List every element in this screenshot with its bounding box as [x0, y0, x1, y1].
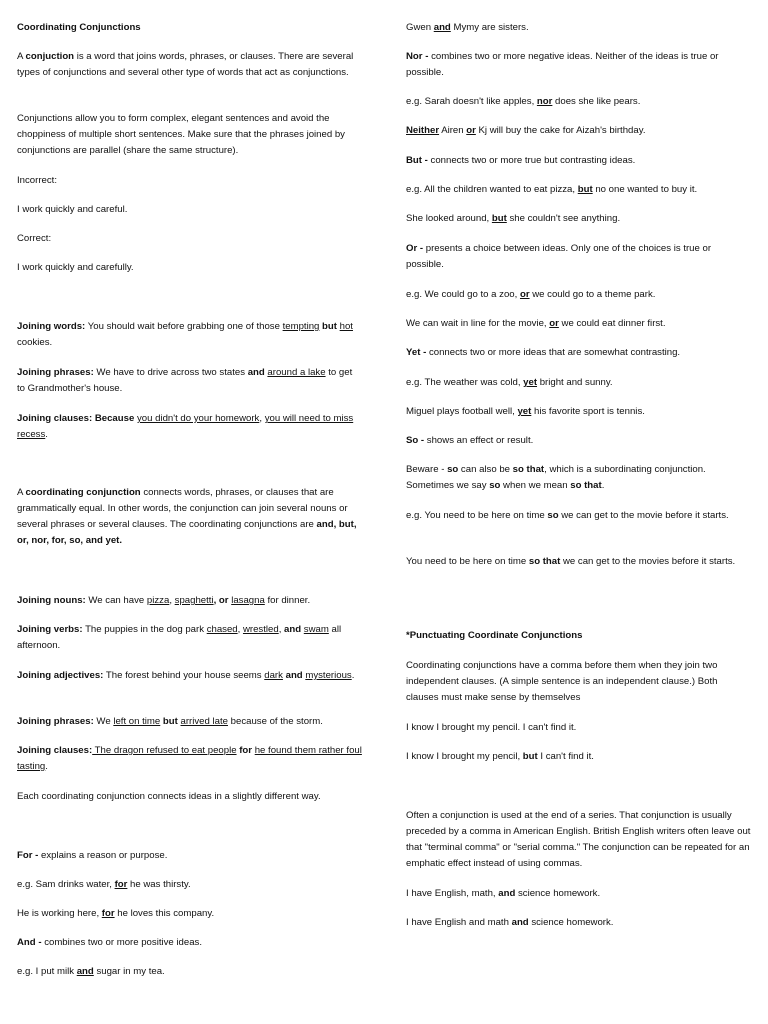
- yet-definition: Yet - connects two or more ideas that are somewhat contrasting.: [406, 347, 681, 358]
- pencil-example-1: I know I brought my pencil. I can't find it.: [406, 722, 577, 733]
- joining-nouns: Joining nouns: We can have pizza, spaghetti, or lasagna for dinner.: [17, 595, 311, 606]
- paragraph-conjunction-definition: A conjuction is a word that joins words, phrases, or clauses. There are several types of conjunctions and several other type of words that act as conjunctions.: [17, 51, 354, 78]
- or-example-2: We can wait in line for the movie, or we could eat dinner first.: [406, 318, 666, 329]
- joining-clauses-2: Joining clauses: The dragon refused to eat people for he found them rather foul tasting.: [17, 745, 362, 772]
- but-example-1: e.g. All the children wanted to eat pizza, but no one wanted to buy it.: [406, 184, 698, 195]
- yet-example-1: e.g. The weather was cold, yet bright and sunny.: [406, 377, 613, 388]
- label-correct: Correct:: [17, 233, 52, 244]
- example-correct: I work quickly and carefully.: [17, 262, 134, 273]
- joining-phrases-2: Joining phrases: We left on time but arrived late because of the storm.: [17, 716, 323, 727]
- homework-example-1: I have English, math, and science homework.: [406, 888, 601, 899]
- yet-example-2: Miguel plays football well, yet his favorite sport is tennis.: [406, 406, 645, 417]
- label-incorrect: Incorrect:: [17, 175, 57, 186]
- and-definition: And - combines two or more positive ideas.: [17, 937, 203, 948]
- heading-punctuating: *Punctuating Coordinate Conjunctions: [406, 630, 583, 641]
- nor-definition: Nor - combines two or more negative ideas. Neither of the ideas is true or possible.: [406, 51, 719, 78]
- for-example-1: e.g. Sam drinks water, for he was thirsty.: [17, 879, 191, 890]
- joining-verbs: Joining verbs: The puppies in the dog park chased, wrestled, and swam all afternoon.: [17, 624, 342, 651]
- or-example-1: e.g. We could go to a zoo, or we could go to a theme park.: [406, 289, 656, 300]
- so-definition: So - shows an effect or result.: [406, 435, 534, 446]
- paragraph-each-conjunction: Each coordinating conjunction connects ideas in a slightly different way.: [17, 791, 321, 802]
- paragraph-comma-rule: Coordinating conjunctions have a comma before them when they join two independent clauses. (A simple sentence is an independent clause.) Both clauses must make sense by themselves: [406, 660, 718, 703]
- or-definition: Or - presents a choice between ideas. Only one of the choices is true or possible.: [406, 243, 712, 270]
- example-incorrect: I work quickly and careful.: [17, 204, 128, 215]
- joining-words: Joining words: You should wait before grabbing one of those tempting but hot cookies.: [17, 321, 353, 348]
- heading-coordinating-conjunctions: Coordinating Conjunctions: [17, 22, 141, 33]
- but-example-2: She looked around, but she couldn't see anything.: [406, 213, 621, 224]
- pencil-example-2: I know I brought my pencil, but I can't find it.: [406, 751, 594, 762]
- homework-example-2: I have English and math and science homework.: [406, 917, 614, 928]
- paragraph-series: Often a conjunction is used at the end of a series. That conjunction is usually preceded by a comma in American English. British English writers often leave out that "terminal comma" or "serial comma." The conjunction can be repeated for an emphatic effect instead of using commas.: [406, 810, 751, 869]
- paragraph-coordinating-definition: A coordinating conjunction connects words, phrases, or clauses that are grammatically equal. In other words, the conjunction can join several nouns or several phrases or several clauses. The coordinating conjunctions are and, but, or, nor, for, so, and yet.: [17, 487, 357, 546]
- so-example-2: You need to be here on time so that we can get to the movies before it starts.: [406, 556, 736, 567]
- for-definition: For - explains a reason or purpose.: [17, 850, 168, 861]
- joining-phrases-1: Joining phrases: We have to drive across two states and around a lake to get to Grandmother's house.: [17, 367, 353, 394]
- and-example-1: e.g. I put milk and sugar in my tea.: [17, 966, 165, 977]
- joining-clauses-1: Joining clauses: Because you didn't do your homework, you will need to miss recess.: [17, 413, 354, 440]
- so-example-1: e.g. You need to be here on time so we can get to the movie before it starts.: [406, 510, 729, 521]
- for-example-2: He is working here, for he loves this company.: [17, 908, 215, 919]
- and-example-2: Gwen and Mymy are sisters.: [406, 22, 529, 33]
- so-beware: Beware - so can also be so that, which is a subordinating conjunction. Sometimes we say so when we mean so that.: [406, 464, 706, 491]
- joining-adjectives: Joining adjectives: The forest behind your house seems dark and mysterious.: [17, 670, 355, 681]
- paragraph-complex-sentences: Conjunctions allow you to form complex, elegant sentences and avoid the choppiness of multiple short sentences. Make sure that the phrases joined by conjunctions are parallel (share the same structure).: [17, 113, 345, 156]
- but-definition: But - connects two or more true but contrasting ideas.: [406, 155, 636, 166]
- nor-example-1: e.g. Sarah doesn't like apples, nor does she like pears.: [406, 96, 641, 107]
- nor-example-2: Neither Airen or Kj will buy the cake for Aizah's birthday.: [406, 125, 646, 136]
